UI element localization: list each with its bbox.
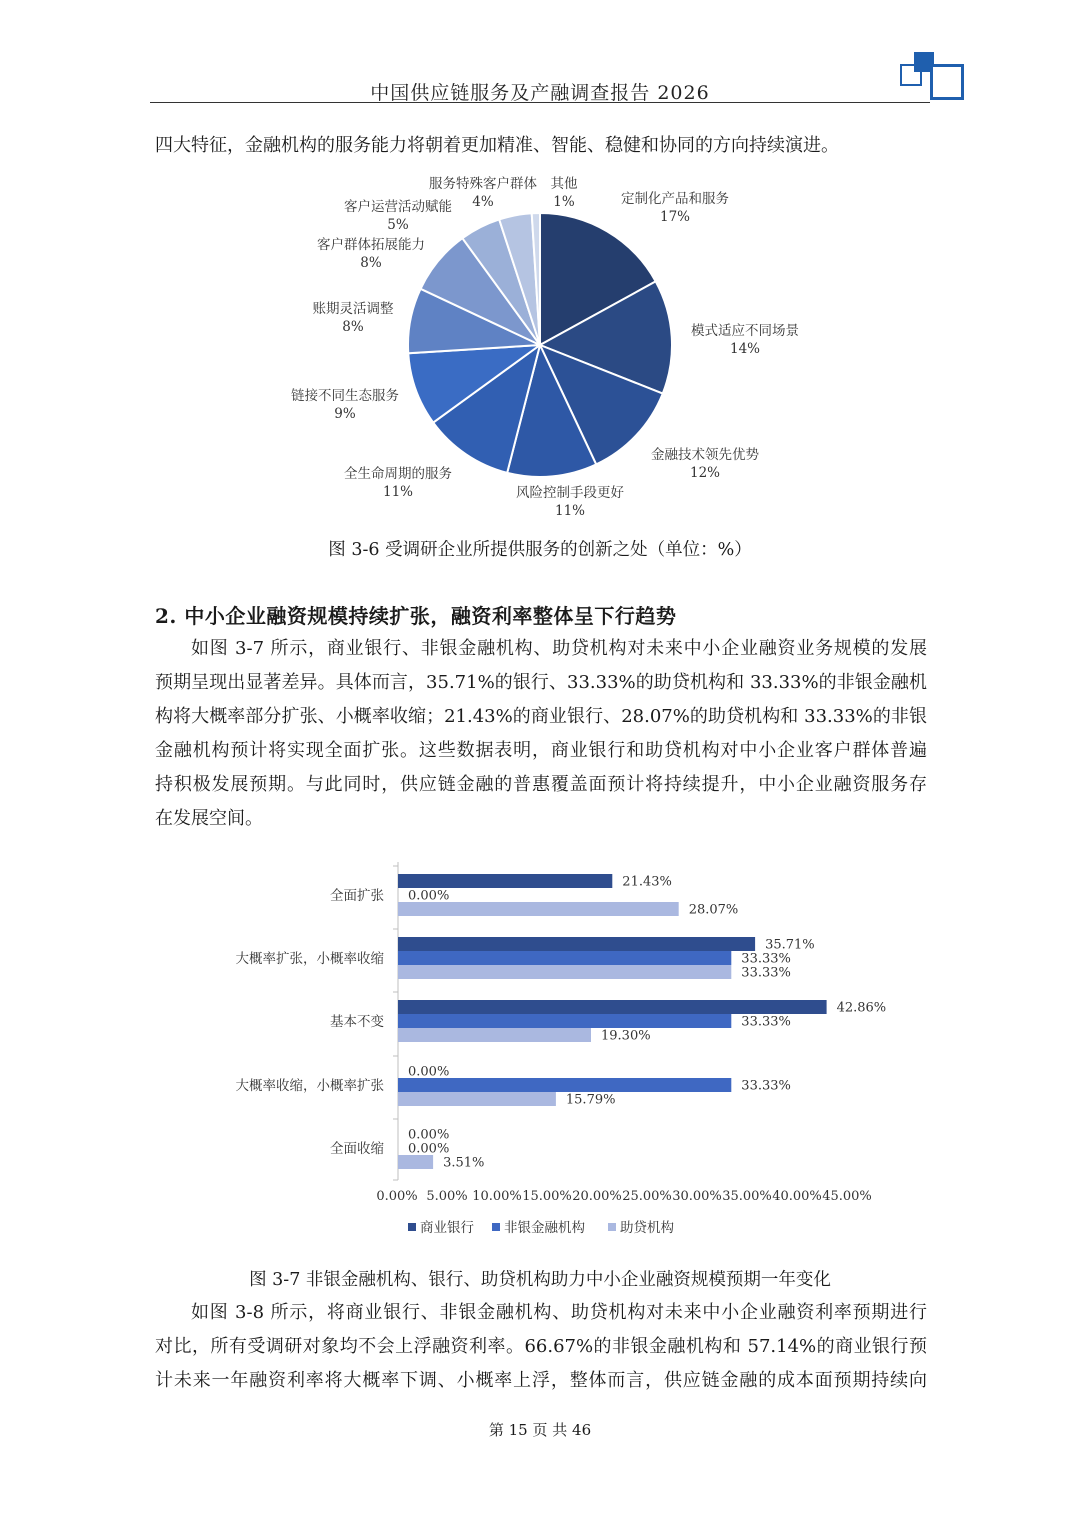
bar-value-label: 0.00% xyxy=(408,1127,450,1143)
pie-slice-label: 定制化产品和服务 xyxy=(621,191,729,207)
bar xyxy=(398,1078,731,1092)
bar-value-label: 33.33% xyxy=(741,1078,791,1094)
bar-value-label: 33.33% xyxy=(741,951,791,967)
bar-category-label: 全面扩张 xyxy=(330,888,384,904)
figure-3-7-caption: 图 3-7 非银金融机构、银行、助贷机构助力中小企业融资规模预期一年变化 xyxy=(249,1270,831,1290)
legend-swatch xyxy=(608,1223,616,1231)
bar-category-label: 基本不变 xyxy=(330,1014,384,1030)
bar-x-tick-label: 10.00% xyxy=(472,1189,522,1204)
pie-slice-label: 服务特殊客户群体 xyxy=(429,176,537,192)
pie-slice-value-label: 17% xyxy=(659,209,691,225)
paragraph-1-line: 构将大概率部分扩张、小概率收缩；21.43%的商业银行、28.07%的助贷机构和 33.33%的非银 xyxy=(155,706,927,727)
pie-slice-value-label: 9% xyxy=(334,406,356,422)
intro-line: 四大特征，金融机构的服务能力将朝着更加精准、智能、稳健和协同的方向持续演进。 xyxy=(155,135,839,156)
bar-value-label: 28.07% xyxy=(688,902,739,918)
bar-category-label: 大概率收缩，小概率扩张 xyxy=(235,1078,384,1094)
bar-value-label: 21.43% xyxy=(622,874,672,890)
pie-slice-label: 金融技术领先优势 xyxy=(651,447,759,463)
bar-x-tick-label: 30.00% xyxy=(672,1189,722,1204)
bar xyxy=(398,1028,591,1042)
pie-slice-label: 其他 xyxy=(550,176,578,192)
legend-label: 商业银行 xyxy=(420,1220,474,1236)
bar-value-label: 33.33% xyxy=(741,965,791,981)
legend-label: 非银金融机构 xyxy=(504,1220,585,1236)
bar-value-label: 35.71% xyxy=(765,937,815,953)
bar xyxy=(398,965,731,979)
legend-swatch xyxy=(492,1223,500,1231)
bar-value-label: 19.30% xyxy=(601,1028,651,1044)
running-header: 中国供应链服务及产融调查报告 2026 xyxy=(370,82,710,104)
bar-x-tick-label: 5.00% xyxy=(426,1189,468,1204)
bar-value-label: 33.33% xyxy=(741,1014,791,1030)
bar xyxy=(398,902,679,916)
pie-slice-label: 账期灵活调整 xyxy=(312,301,394,317)
paragraph-1-line: 持积极发展预期。与此同时，供应链金融的普惠覆盖面预计将持续提升，中小企业融资服务存 xyxy=(155,774,927,795)
innovation-pie-chart xyxy=(0,0,1080,530)
pie-slice-value-label: 4% xyxy=(472,194,494,210)
bar xyxy=(398,937,755,951)
pie-slice-label: 全生命周期的服务 xyxy=(344,466,452,482)
bar-value-label: 42.86% xyxy=(836,1000,887,1016)
legend-swatch xyxy=(408,1223,416,1231)
legend-label: 助贷机构 xyxy=(620,1220,674,1236)
pie-slice-value-label: 8% xyxy=(360,255,382,271)
bar xyxy=(398,1092,556,1106)
pie-slice-label: 链接不同生态服务 xyxy=(291,388,399,404)
pie-slice-label: 客户群体拓展能力 xyxy=(317,237,425,253)
bar-x-tick-label: 25.00% xyxy=(622,1189,672,1204)
bar-value-label: 0.00% xyxy=(408,1064,450,1080)
bar-x-tick-label: 35.00% xyxy=(722,1189,772,1204)
bar-category-label: 全面收缩 xyxy=(330,1141,384,1157)
pie-slice-value-label: 8% xyxy=(342,319,364,335)
pie-slice-value-label: 11% xyxy=(554,503,586,519)
bar-value-label: 15.79% xyxy=(565,1092,616,1108)
paragraph-1-line: 金融机构预计将实现全面扩张。这些数据表明，商业银行和助贷机构对中小企业客户群体普遍 xyxy=(155,740,927,761)
bar-x-tick-label: 20.00% xyxy=(572,1189,622,1204)
bar-x-tick-label: 45.00% xyxy=(822,1189,872,1204)
paragraph-2-line: 计未来一年融资利率将大概率下调、小概率上浮，整体而言，供应链金融的成本面预期持续向 xyxy=(155,1370,927,1391)
pie-slice-label: 风险控制手段更好 xyxy=(516,485,624,501)
bar-x-tick-label: 15.00% xyxy=(522,1189,572,1204)
section-heading: 2. 中小企业融资规模持续扩张，融资利率整体呈下行趋势 xyxy=(155,604,677,628)
paragraph-2-line: 对比，所有受调研对象均不会上浮融资利率。66.67%的非银金融机构和 57.14%的商业银行预 xyxy=(155,1336,927,1357)
paragraph-2-line: 如图 3-8 所示，将商业银行、非银金融机构、助贷机构对未来中小企业融资利率预期进行 xyxy=(191,1302,927,1323)
pie-slice-value-label: 1% xyxy=(553,194,575,210)
page-number: 第 15 页 共 46 xyxy=(488,1421,592,1439)
bar-value-label: 0.00% xyxy=(408,888,450,904)
bar xyxy=(398,1155,433,1169)
pie-slice-label: 客户运营活动赋能 xyxy=(344,199,452,215)
pie-slice-value-label: 12% xyxy=(689,465,721,481)
bar-x-tick-label: 40.00% xyxy=(772,1189,822,1204)
bar xyxy=(398,951,731,965)
pie-slice-value-label: 11% xyxy=(382,484,414,500)
pie-slice-value-label: 14% xyxy=(729,341,761,357)
paragraph-1-line: 如图 3-7 所示，商业银行、非银金融机构、助贷机构对未来中小企业融资业务规模的发展 xyxy=(191,638,927,659)
bar-value-label: 0.00% xyxy=(408,1141,450,1157)
bar xyxy=(398,1000,827,1014)
pie-slice-value-label: 5% xyxy=(387,217,409,233)
bar-value-label: 3.51% xyxy=(443,1155,485,1171)
paragraph-1-line: 在发展空间。 xyxy=(155,808,263,829)
bar xyxy=(398,874,612,888)
bar-category-label: 大概率扩张，小概率收缩 xyxy=(235,951,384,967)
figure-3-6-caption: 图 3-6 受调研企业所提供服务的创新之处（单位：%） xyxy=(328,540,752,560)
paragraph-1-line: 预期呈现出显著差异。具体而言，35.71%的银行、33.33%的助贷机构和 33.33%的非银金融机 xyxy=(155,672,927,693)
bar xyxy=(398,1014,731,1028)
bar-x-tick-label: 0.00% xyxy=(376,1189,418,1204)
financing-scale-bar-chart xyxy=(0,850,1080,1250)
pie-slice-label: 模式适应不同场景 xyxy=(691,323,799,339)
